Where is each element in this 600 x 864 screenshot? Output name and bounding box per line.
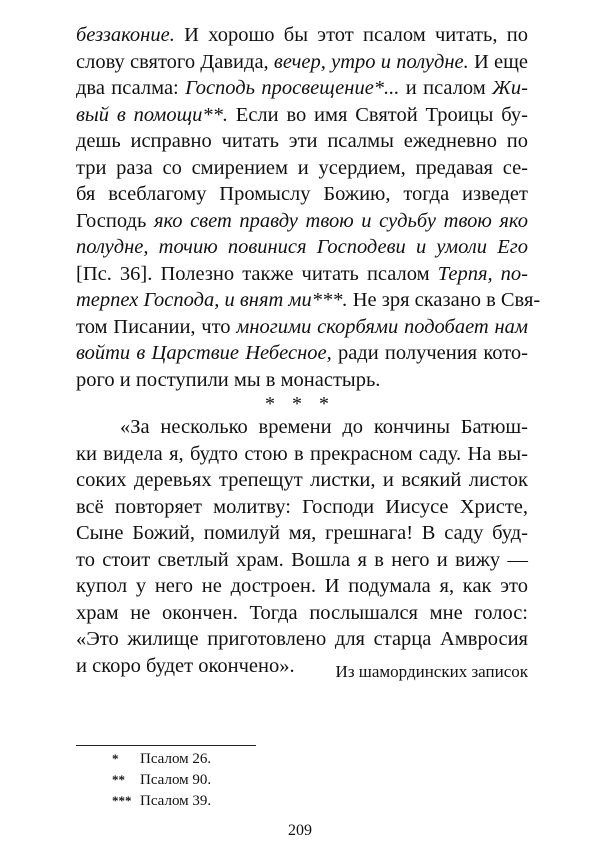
text-line: два псалма: Господь просвещение*... и псалом Жи- [76, 77, 528, 99]
footnote-text: Псалом 26. [140, 751, 212, 767]
source-attribution: Из шамординских записок [335, 662, 528, 681]
text-line: рого и поступили мы в монастырь. [76, 368, 381, 391]
footnote [112, 791, 211, 811]
section-separator: * * * [265, 393, 335, 415]
footnote-mark: * [112, 751, 119, 766]
text-line: ки видела я, будто стою в прекрасном саду. На вы- [76, 442, 528, 465]
text-line: всё повторяет молитву: Господи Иисусе Христе, [76, 495, 528, 518]
text-line: слову святого Давида, вечер, утро и полудне. И еще [76, 50, 528, 73]
footnote-text: Псалом 39. [140, 793, 212, 809]
text-line: дешь исправно читать эти псалмы ежедневно по [76, 130, 528, 152]
footnote-text: Псалом 90. [140, 772, 212, 788]
footnote-mark: *** [112, 793, 132, 808]
text-line: Сыне Божий, помилуй мя, грешнага! В саду буд- [76, 522, 528, 544]
footnote [112, 770, 211, 790]
text-line: беззаконие. И хорошо бы этот псалом читать, по [76, 24, 528, 46]
quote-paragraph [76, 414, 528, 679]
text-line: купол у него не достроен. И подумала я, как это [76, 575, 528, 597]
text-line: «Это жилище приготовлено для старца Амвросия [76, 628, 528, 650]
text-line: [Пс. 36]. Полезно также читать псалом Терпя, по- [76, 262, 528, 285]
footnote [112, 749, 211, 769]
text-line: войти в Царствие Небесное, ради получения кото- [76, 342, 528, 364]
text-line: терпех Господа, и внят ми***. Не зря сказано в Свя- [76, 289, 541, 311]
text-line: соких деревьях трепещут листки, и всякий листок [76, 469, 528, 491]
text-line: полудне, точию повинися Господеви и умоли Его [76, 236, 528, 258]
text-line: то стоит светлый храм. Вошла я в него и вижу — [76, 548, 528, 571]
footnote-mark: ** [112, 772, 125, 787]
text-line: том Писании, что многими скорбями подобает нам [76, 315, 528, 338]
text-line: храм не окончен. Тогда послышался мне голос: [76, 601, 528, 624]
main-paragraph [76, 22, 541, 393]
text-line: вый в помощи**. Если во имя Святой Троицы бу- [76, 103, 528, 126]
text-line: «За несколько времени до кончины Батюш- [120, 416, 528, 438]
text-line: три раза со смирением и усердием, предавая се- [76, 156, 528, 179]
footnote-divider [76, 745, 256, 746]
text-line: и скоро будет окончено». [76, 654, 295, 677]
page-number: 209 [288, 822, 312, 839]
text-line: бя всеблагому Промыслу Божию, тогда изведет [76, 183, 528, 205]
text-line: Господь яко свет правду твою и судьбу твою яко [76, 209, 528, 232]
